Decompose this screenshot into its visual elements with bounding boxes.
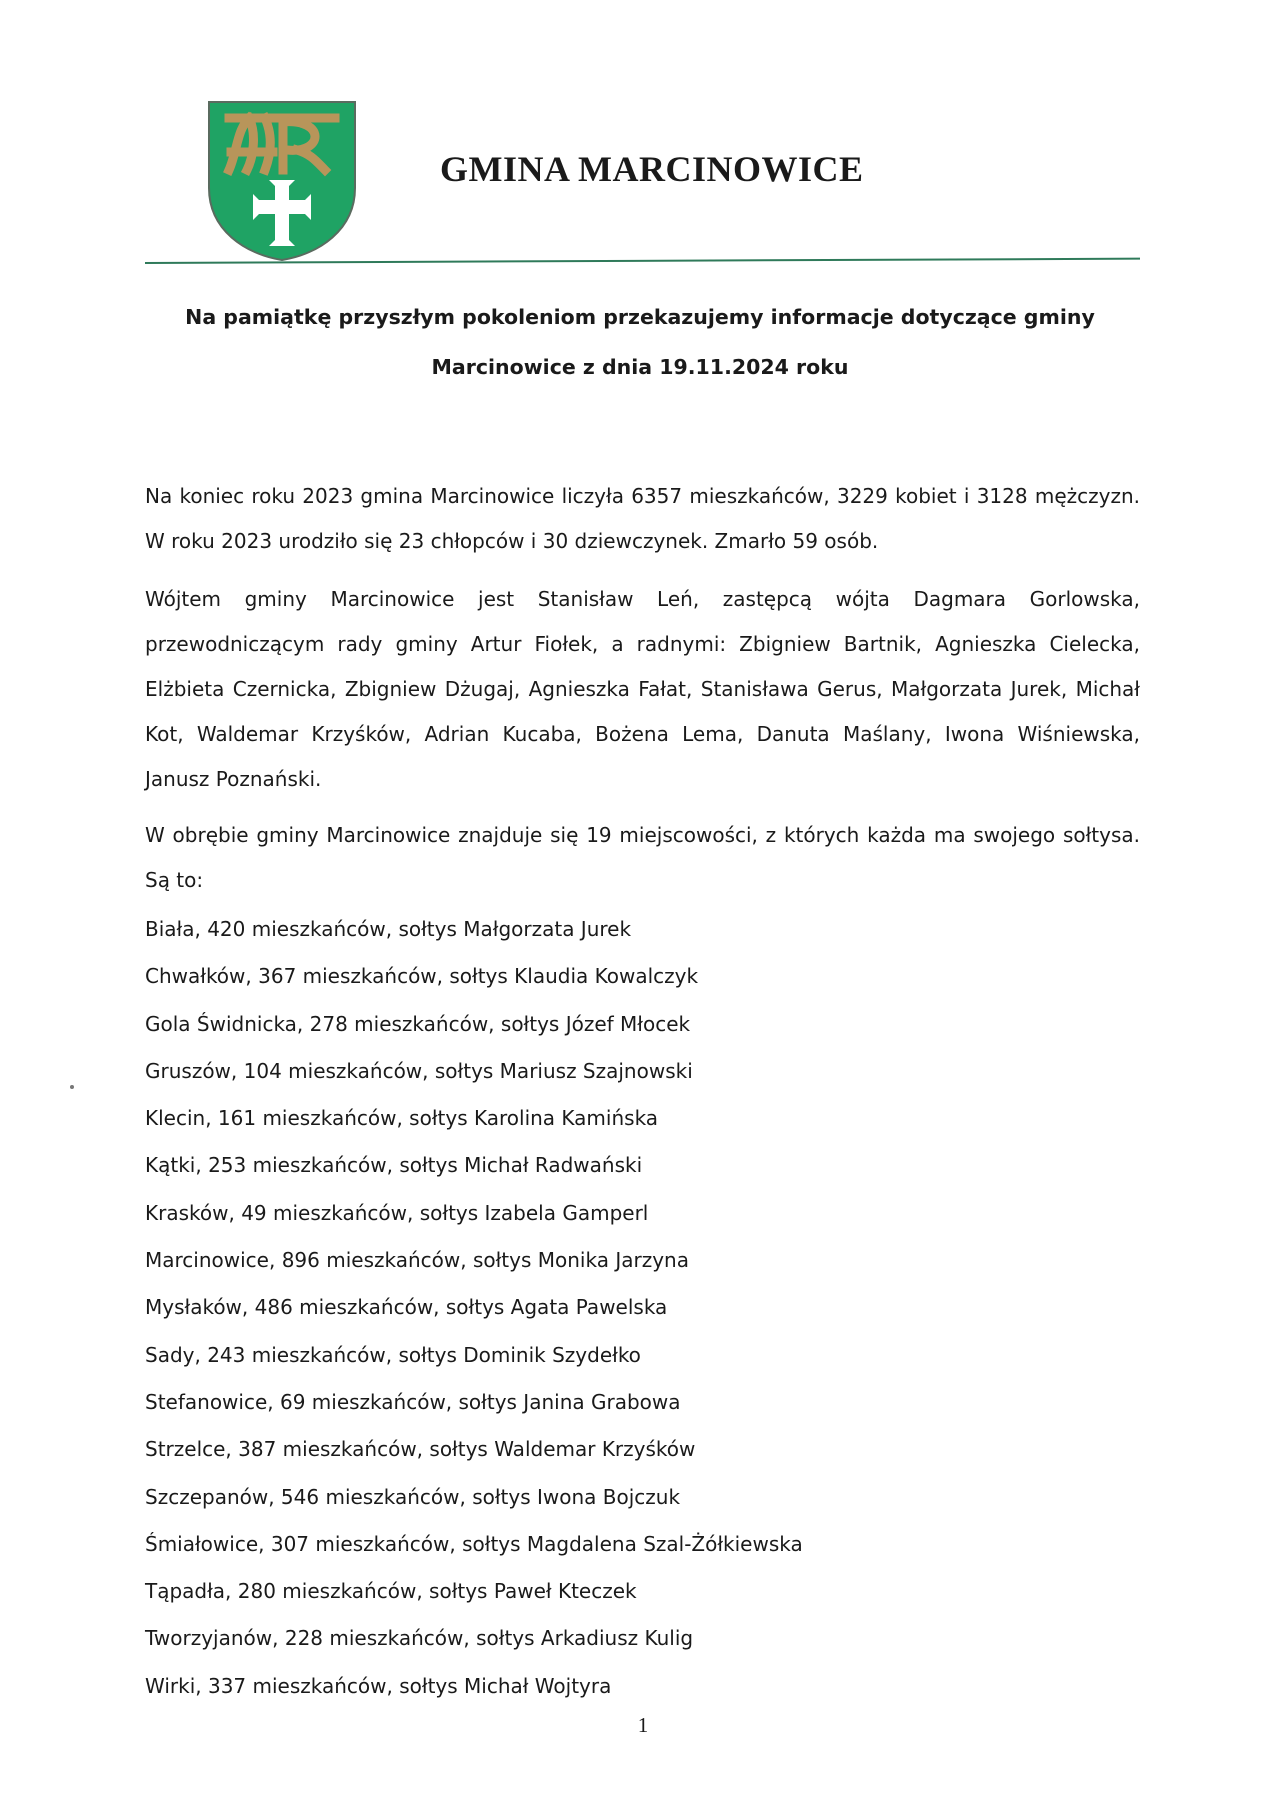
list-item: Wirki, 337 mieszkańców, sołtys Michał Wojtyra — [145, 1673, 612, 1698]
scan-speck — [70, 1085, 74, 1089]
list-item: Szczepanów, 546 mieszkańców, sołtys Iwona Bojczuk — [145, 1484, 681, 1509]
list-item: Śmiałowice, 307 mieszkańców, sołtys Magdalena Szal-Żółkiewska — [145, 1531, 803, 1556]
villages-intro-paragraph: W obrębie gminy Marcinowice znajduje się 19 miejscowości, z których każda ma swojego sołtysa. Są to: — [145, 823, 1140, 892]
gmina-crest-emblem — [207, 100, 357, 262]
list-item: Tworzyjanów, 228 mieszkańców, sołtys Arkadiusz Kulig — [145, 1626, 694, 1651]
list-item: Klecin, 161 mieszkańców, sołtys Karolina Kamińska — [145, 1106, 659, 1131]
population-paragraph: Na koniec roku 2023 gmina Marcinowice liczyła 6357 mieszkańców, 3229 kobiet i 3128 mężczyzn. W roku 2023 urodziło się 23 chłopców i 30 dziewczynek. Zmarło 59 osób. — [145, 484, 1140, 553]
list-item: Marcinowice, 896 mieszkańców, sołtys Monika Jarzyna — [145, 1248, 689, 1273]
list-item: Krasków, 49 mieszkańców, sołtys Izabela Gamperl — [145, 1200, 649, 1225]
council-paragraph: Wójtem gminy Marcinowice jest Stanisław Leń, zastępcą wójta Dagmara Gorlowska, przewodniczącym rady gminy Artur Fiołek, a radnymi: Zbigniew Bartnik, Agnieszka Cielecka, Elżbieta Czernicka, Zbigniew Dżugaj, Agnieszka Fałat, Stanisława Gerus, Małgorzata Jurek, Michał Kot, Waldemar Krzyśków, Adrian Kucaba, Bożena Lema, Danuta Maślany, Iwona Wiśniewska, Janusz Poznański. — [145, 587, 1140, 791]
list-item: Biała, 420 mieszkańców, sołtys Małgorzata Jurek — [145, 917, 632, 941]
list-item: Kątki, 253 mieszkańców, sołtys Michał Radwański — [145, 1153, 643, 1178]
subtitle-line-1: Na pamiątkę przyszłym pokoleniom przekazujemy informacje dotyczące gminy — [185, 305, 1095, 329]
list-item: Strzelce, 387 mieszkańców, sołtys Waldemar Krzyśków — [145, 1437, 696, 1462]
list-item: Gruszów, 104 mieszkańców, sołtys Mariusz Szajnowski — [145, 1058, 693, 1083]
document-title: GMINA MARCINOWICE — [440, 149, 864, 189]
document-subtitle — [160, 292, 1120, 392]
list-item: Stefanowice, 69 mieszkańców, sołtys Janina Grabowa — [145, 1389, 681, 1414]
list-item: Tąpadła, 280 mieszkańców, sołtys Paweł Kteczek — [145, 1579, 637, 1604]
subtitle-line-2: Marcinowice z dnia 19.11.2024 roku — [431, 355, 849, 379]
villages-list — [145, 906, 1045, 1710]
list-item: Chwałków, 367 mieszkańców, sołtys Klaudia Kowalczyk — [145, 964, 699, 989]
list-item: Gola Świdnicka, 278 mieszkańców, sołtys Józef Młocek — [145, 1011, 691, 1036]
list-item: Sady, 243 mieszkańców, sołtys Dominik Szydełko — [145, 1342, 641, 1367]
page-number: 1 — [637, 1713, 649, 1737]
list-item: Mysłaków, 486 mieszkańców, sołtys Agata Pawelska — [145, 1295, 668, 1320]
